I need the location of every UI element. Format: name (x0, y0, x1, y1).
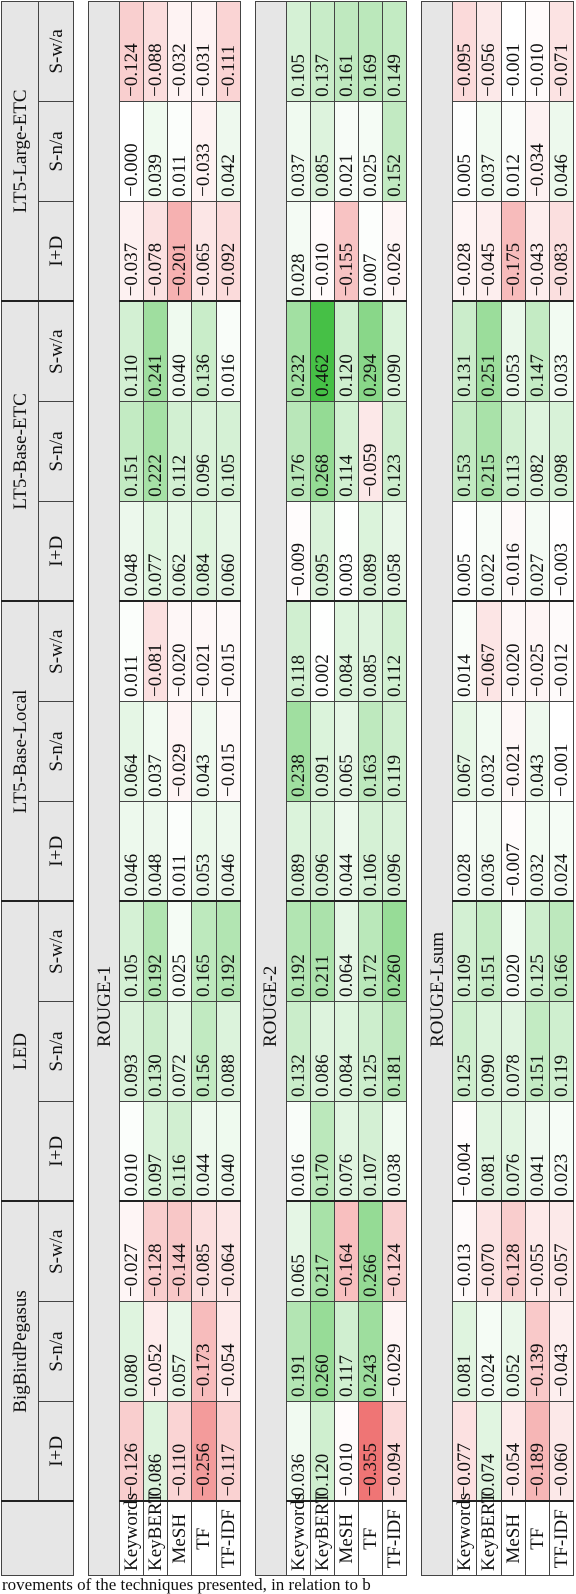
table-row (359, 1, 383, 1575)
value-cell: −0.001 (501, 1, 525, 101)
value-cell: −0.029 (168, 701, 192, 801)
value-cell: 0.147 (525, 301, 549, 401)
value-cell: 0.036 (286, 1402, 310, 1502)
value-cell: −0.155 (334, 201, 358, 301)
metric-header: S-w/a (39, 301, 74, 401)
value-cell: −0.004 (453, 1101, 477, 1201)
value-cell: −0.124 (120, 1, 144, 101)
value-cell: 0.192 (286, 901, 310, 1001)
table-row (216, 1, 240, 1575)
value-cell: 0.118 (286, 601, 310, 701)
value-cell: 0.060 (216, 501, 240, 601)
value-cell: −0.064 (216, 1201, 240, 1301)
value-cell: 0.003 (334, 501, 358, 601)
row-label: MeSH (501, 1502, 525, 1576)
value-cell: 0.064 (120, 701, 144, 801)
value-cell: 0.105 (216, 401, 240, 501)
value-cell: −0.144 (168, 1201, 192, 1301)
value-cell: −0.033 (192, 101, 216, 201)
metric-header: I+D (39, 1101, 74, 1201)
value-cell: −0.015 (216, 601, 240, 701)
table-body (74, 1, 574, 1575)
value-cell: 0.057 (168, 1302, 192, 1402)
value-cell: −0.256 (192, 1402, 216, 1502)
model-header-lt5-large-etc: LT5-Large-ETC (2, 1, 39, 301)
value-cell: 0.217 (310, 1201, 334, 1301)
value-cell: 0.077 (144, 501, 168, 601)
value-cell: 0.107 (359, 1101, 383, 1201)
value-cell: 0.294 (359, 301, 383, 401)
value-cell: 0.058 (383, 501, 407, 601)
value-cell: 0.025 (168, 901, 192, 1001)
value-cell: 0.125 (525, 901, 549, 1001)
value-cell: 0.002 (310, 601, 334, 701)
value-cell: 0.067 (453, 701, 477, 801)
value-cell: 0.241 (144, 301, 168, 401)
value-cell: 0.163 (359, 701, 383, 801)
results-table (1, 1, 574, 1576)
row-label: TF (359, 1502, 383, 1576)
value-cell: −0.007 (501, 801, 525, 901)
value-cell: 0.064 (334, 901, 358, 1001)
value-cell: 0.114 (334, 401, 358, 501)
value-cell: 0.016 (286, 1101, 310, 1201)
value-cell: 0.095 (310, 501, 334, 601)
value-cell: −0.043 (549, 1302, 573, 1402)
value-cell: 0.081 (477, 1101, 501, 1201)
value-cell: 0.043 (192, 701, 216, 801)
row-label: KeyBERT (144, 1502, 168, 1576)
value-cell: 0.085 (310, 101, 334, 201)
value-cell: −0.001 (549, 701, 573, 801)
row-label: Keywords (120, 1502, 144, 1576)
value-cell: 0.014 (453, 601, 477, 701)
value-cell: 0.176 (286, 401, 310, 501)
metric-header: S-n/a (39, 701, 74, 801)
value-cell: −0.094 (383, 1402, 407, 1502)
value-cell: 0.222 (144, 401, 168, 501)
value-cell: −0.020 (168, 601, 192, 701)
value-cell: 0.151 (120, 401, 144, 501)
value-cell: 0.116 (168, 1101, 192, 1201)
table-wrapper (1, 2, 574, 1576)
table-row (286, 1, 310, 1575)
value-cell: 0.010 (120, 1101, 144, 1201)
value-cell: −0.021 (192, 601, 216, 701)
section-spacer (74, 1, 89, 1575)
table-row (453, 1, 477, 1575)
metric-header: S-w/a (39, 1201, 74, 1301)
value-cell: 0.005 (453, 501, 477, 601)
value-cell: 0.024 (549, 801, 573, 901)
value-cell: −0.027 (120, 1201, 144, 1301)
value-cell: 0.120 (310, 1402, 334, 1502)
section-title: ROUGE-1 (89, 1, 120, 1575)
value-cell: 0.109 (453, 901, 477, 1001)
value-cell: 0.089 (359, 501, 383, 601)
metric-header-row (39, 1, 74, 1575)
value-cell: 0.078 (501, 1001, 525, 1101)
section-title: ROUGE-2 (255, 1, 286, 1575)
value-cell: −0.081 (144, 601, 168, 701)
table-row (501, 1, 525, 1575)
section-header-row (255, 1, 286, 1575)
model-header-bigbirdpegasus: BigBirdPegasus (2, 1201, 39, 1501)
value-cell: 0.084 (334, 1001, 358, 1101)
value-cell: 0.096 (383, 801, 407, 901)
model-header-led: LED (2, 901, 39, 1201)
value-cell: 0.091 (310, 701, 334, 801)
row-label: TF-IDF (216, 1502, 240, 1576)
metric-header: S-n/a (39, 1302, 74, 1402)
section-spacer (240, 1, 255, 1575)
value-cell: −0.092 (216, 201, 240, 301)
value-cell: 0.076 (334, 1101, 358, 1201)
value-cell: 0.462 (310, 301, 334, 401)
value-cell: −0.034 (525, 101, 549, 201)
value-cell: 0.072 (168, 1001, 192, 1101)
value-cell: −0.056 (477, 1, 501, 101)
value-cell: −0.355 (359, 1402, 383, 1502)
value-cell: 0.041 (525, 1101, 549, 1201)
value-cell: 0.016 (216, 301, 240, 401)
metric-header: S-n/a (39, 101, 74, 201)
value-cell: 0.048 (144, 801, 168, 901)
value-cell: 0.137 (310, 1, 334, 101)
value-cell: −0.128 (144, 1201, 168, 1301)
value-cell: 0.119 (549, 1001, 573, 1101)
row-label: Keywords (286, 1502, 310, 1576)
value-cell: 0.023 (549, 1101, 573, 1201)
value-cell: −0.010 (310, 201, 334, 301)
row-label: TF (525, 1502, 549, 1576)
value-cell: 0.151 (477, 901, 501, 1001)
value-cell: −0.055 (525, 1201, 549, 1301)
value-cell: −0.201 (168, 201, 192, 301)
value-cell: −0.009 (286, 501, 310, 601)
value-cell: 0.232 (286, 301, 310, 401)
row-label: Keywords (453, 1502, 477, 1576)
value-cell: 0.032 (477, 701, 501, 801)
value-cell: −0.025 (525, 601, 549, 701)
section-spacer-cell (240, 1, 255, 1575)
value-cell: −0.043 (525, 201, 549, 301)
value-cell: 0.161 (334, 1, 358, 101)
section-title: ROUGE-Lsum (422, 1, 453, 1575)
value-cell: 0.113 (501, 401, 525, 501)
value-cell: −0.088 (144, 1, 168, 101)
value-cell: −0.117 (216, 1402, 240, 1502)
value-cell: 0.048 (120, 501, 144, 601)
value-cell: 0.169 (359, 1, 383, 101)
metric-header: I+D (39, 1402, 74, 1502)
value-cell: 0.012 (501, 101, 525, 201)
value-cell: 0.106 (359, 801, 383, 901)
value-cell: −0.077 (453, 1402, 477, 1502)
value-cell: 0.149 (383, 1, 407, 101)
value-cell: −0.010 (334, 1402, 358, 1502)
row-label: TF-IDF (383, 1502, 407, 1576)
caption-text: rovements of the techniques presented, in relation to b (2, 1575, 371, 1594)
table-row (334, 1, 358, 1575)
value-cell: 0.053 (501, 301, 525, 401)
value-cell: −0.065 (192, 201, 216, 301)
value-cell: 0.027 (525, 501, 549, 601)
row-label: TF (192, 1502, 216, 1576)
value-cell: −0.173 (192, 1302, 216, 1402)
model-header-lt5-base-etc: LT5-Base-ETC (2, 301, 39, 601)
section-spacer-cell (74, 1, 89, 1575)
metric-header: S-n/a (39, 1001, 74, 1101)
table-row (168, 1, 192, 1575)
value-cell: 0.136 (192, 301, 216, 401)
table-row (192, 1, 216, 1575)
value-cell: 0.181 (383, 1001, 407, 1101)
value-cell: 0.011 (120, 601, 144, 701)
value-cell: −0.126 (120, 1402, 144, 1502)
value-cell: −0.124 (383, 1201, 407, 1301)
value-cell: −0.020 (501, 601, 525, 701)
value-cell: 0.132 (286, 1001, 310, 1101)
metric-header: S-w/a (39, 1, 74, 101)
value-cell: −0.021 (501, 701, 525, 801)
value-cell: 0.065 (334, 701, 358, 801)
value-cell: 0.125 (359, 1001, 383, 1101)
value-cell: 0.151 (525, 1001, 549, 1101)
value-cell: 0.153 (453, 401, 477, 501)
table-row (383, 1, 407, 1575)
value-cell: 0.165 (192, 901, 216, 1001)
value-cell: −0.175 (501, 201, 525, 301)
value-cell: −0.078 (144, 201, 168, 301)
value-cell: 0.088 (216, 1001, 240, 1101)
value-cell: 0.086 (310, 1001, 334, 1101)
value-cell: −0.095 (453, 1, 477, 101)
value-cell: −0.026 (383, 201, 407, 301)
value-cell: −0.067 (477, 601, 501, 701)
value-cell: 0.120 (334, 301, 358, 401)
value-cell: 0.040 (168, 301, 192, 401)
metric-header: I+D (39, 801, 74, 901)
value-cell: 0.238 (286, 701, 310, 801)
value-cell: 0.191 (286, 1302, 310, 1402)
value-cell: 0.243 (359, 1302, 383, 1402)
value-cell: 0.037 (144, 701, 168, 801)
table-row (310, 1, 334, 1575)
value-cell: −0.189 (525, 1402, 549, 1502)
value-cell: 0.025 (359, 101, 383, 201)
value-cell: 0.170 (310, 1101, 334, 1201)
value-cell: 0.156 (192, 1001, 216, 1101)
value-cell: 0.062 (168, 501, 192, 601)
value-cell: 0.125 (453, 1001, 477, 1101)
value-cell: 0.065 (286, 1201, 310, 1301)
value-cell: 0.112 (168, 401, 192, 501)
value-cell: −0.010 (525, 1, 549, 101)
section-spacer (407, 1, 422, 1575)
section-header-row (422, 1, 453, 1575)
value-cell: 0.089 (286, 801, 310, 901)
value-cell: 0.166 (549, 901, 573, 1001)
value-cell: −0.012 (549, 601, 573, 701)
value-cell: 0.211 (310, 901, 334, 1001)
value-cell: 0.044 (192, 1101, 216, 1201)
value-cell: 0.096 (310, 801, 334, 901)
value-cell: −0.054 (216, 1302, 240, 1402)
value-cell: 0.105 (286, 1, 310, 101)
value-cell: 0.040 (216, 1101, 240, 1201)
value-cell: 0.022 (477, 501, 501, 601)
value-cell: 0.096 (192, 401, 216, 501)
value-cell: −0.085 (192, 1201, 216, 1301)
value-cell: −0.111 (216, 1, 240, 101)
value-cell: −0.128 (501, 1201, 525, 1301)
value-cell: 0.097 (144, 1101, 168, 1201)
value-cell: −0.028 (453, 201, 477, 301)
value-cell: 0.011 (168, 101, 192, 201)
row-label: KeyBERT (310, 1502, 334, 1576)
value-cell: −0.000 (120, 101, 144, 201)
value-cell: −0.032 (168, 1, 192, 101)
value-cell: −0.060 (549, 1402, 573, 1502)
value-cell: 0.192 (216, 901, 240, 1001)
rotated-table-stage (1, 2, 574, 1576)
value-cell: 0.007 (359, 201, 383, 301)
metric-header: I+D (39, 201, 74, 301)
metric-header: S-w/a (39, 601, 74, 701)
value-cell: 0.215 (477, 401, 501, 501)
value-cell: 0.037 (286, 101, 310, 201)
value-cell: 0.086 (144, 1402, 168, 1502)
value-cell: 0.046 (549, 101, 573, 201)
table-row (525, 1, 549, 1575)
value-cell: 0.043 (525, 701, 549, 801)
value-cell: 0.130 (144, 1001, 168, 1101)
value-cell: −0.070 (477, 1201, 501, 1301)
value-cell: 0.020 (501, 901, 525, 1001)
value-cell: 0.033 (549, 301, 573, 401)
value-cell: −0.031 (192, 1, 216, 101)
value-cell: 0.268 (310, 401, 334, 501)
value-cell: 0.112 (383, 601, 407, 701)
value-cell: 0.021 (334, 101, 358, 201)
value-cell: 0.024 (477, 1302, 501, 1402)
value-cell: −0.003 (549, 501, 573, 601)
value-cell: 0.081 (453, 1302, 477, 1402)
value-cell: 0.093 (120, 1001, 144, 1101)
value-cell: 0.119 (383, 701, 407, 801)
value-cell: 0.110 (120, 301, 144, 401)
value-cell: 0.085 (359, 601, 383, 701)
value-cell: 0.251 (477, 301, 501, 401)
value-cell: 0.028 (453, 801, 477, 901)
table-row (120, 1, 144, 1575)
value-cell: 0.011 (168, 801, 192, 901)
value-cell: 0.152 (383, 101, 407, 201)
value-cell: 0.260 (310, 1302, 334, 1402)
value-cell: 0.082 (525, 401, 549, 501)
metric-header: I+D (39, 501, 74, 601)
value-cell: 0.172 (359, 901, 383, 1001)
value-cell: 0.005 (453, 101, 477, 201)
value-cell: −0.059 (359, 401, 383, 501)
value-cell: 0.084 (192, 501, 216, 601)
value-cell: 0.044 (334, 801, 358, 901)
value-cell: −0.037 (120, 201, 144, 301)
value-cell: 0.032 (525, 801, 549, 901)
value-cell: 0.123 (383, 401, 407, 501)
value-cell: 0.192 (144, 901, 168, 1001)
value-cell: 0.266 (359, 1201, 383, 1301)
value-cell: 0.038 (383, 1101, 407, 1201)
section-header-row (89, 1, 120, 1575)
corner-cell (2, 1502, 74, 1576)
value-cell: 0.090 (383, 301, 407, 401)
value-cell: −0.015 (216, 701, 240, 801)
value-cell: 0.028 (286, 201, 310, 301)
model-header-row (2, 1, 39, 1575)
value-cell: −0.013 (453, 1201, 477, 1301)
value-cell: 0.046 (216, 801, 240, 901)
value-cell: −0.052 (144, 1302, 168, 1402)
model-header-lt5-base-local: LT5-Base-Local (2, 601, 39, 901)
value-cell: −0.054 (501, 1402, 525, 1502)
value-cell: 0.074 (477, 1402, 501, 1502)
value-cell: 0.046 (120, 801, 144, 901)
metric-header: S-n/a (39, 401, 74, 501)
value-cell: 0.037 (477, 101, 501, 201)
value-cell: 0.105 (120, 901, 144, 1001)
row-label: KeyBERT (477, 1502, 501, 1576)
value-cell: 0.076 (501, 1101, 525, 1201)
value-cell: 0.053 (192, 801, 216, 901)
row-label: MeSH (334, 1502, 358, 1576)
value-cell: 0.084 (334, 601, 358, 701)
table-row (144, 1, 168, 1575)
value-cell: 0.039 (144, 101, 168, 201)
value-cell: 0.052 (501, 1302, 525, 1402)
row-label: TF-IDF (549, 1502, 573, 1576)
value-cell: −0.029 (383, 1302, 407, 1402)
value-cell: 0.036 (477, 801, 501, 901)
row-label: MeSH (168, 1502, 192, 1576)
value-cell: −0.016 (501, 501, 525, 601)
value-cell: −0.110 (168, 1402, 192, 1502)
value-cell: 0.042 (216, 101, 240, 201)
section-spacer-cell (407, 1, 422, 1575)
metric-header: S-w/a (39, 901, 74, 1001)
value-cell: −0.071 (549, 1, 573, 101)
value-cell: −0.083 (549, 201, 573, 301)
value-cell: −0.164 (334, 1201, 358, 1301)
value-cell: 0.080 (120, 1302, 144, 1402)
value-cell: 0.117 (334, 1302, 358, 1402)
table-row (477, 1, 501, 1575)
value-cell: 0.131 (453, 301, 477, 401)
value-cell: 0.090 (477, 1001, 501, 1101)
value-cell: −0.057 (549, 1201, 573, 1301)
table-row (549, 1, 573, 1575)
value-cell: −0.139 (525, 1302, 549, 1402)
value-cell: −0.045 (477, 201, 501, 301)
value-cell: 0.260 (383, 901, 407, 1001)
value-cell: 0.098 (549, 401, 573, 501)
